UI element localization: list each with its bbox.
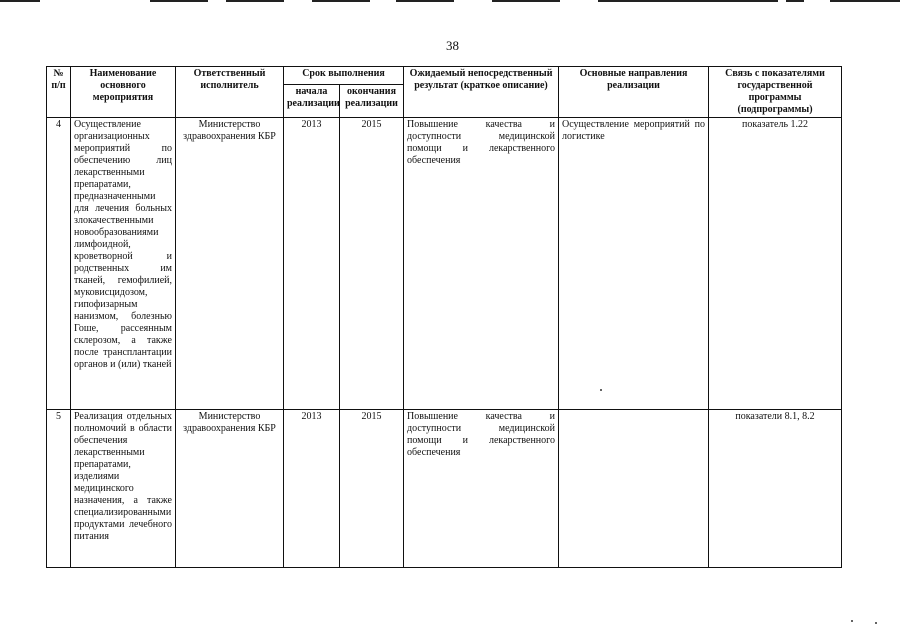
scan-speck (600, 389, 602, 391)
row-name: Осуществление организационных мероприятий по обеспечению лиц лекарственными препаратами, предназначенными для лечения больных злокачественными новообразованиями лимфоидной, кроветворной и родственных им тканей, гемофилией, муковисцидозом, гипофизарным нанизмом, болезнью Гоше, рассеянным склерозом, а также после трансплантации органов и (или) тканей (71, 118, 176, 410)
row-directions (559, 410, 709, 568)
header-end: окончания реализации (340, 85, 404, 118)
activities-table (46, 66, 842, 568)
scan-artifact-line (150, 0, 208, 2)
row-num: 5 (47, 410, 71, 568)
row-responsible: Министерство здравоохранения КБР (176, 118, 284, 410)
row-result: Повышение качества и доступности медицинской помощи и лекарственного обеспечения (404, 410, 559, 568)
header-directions: Основные направления реализации (559, 67, 709, 118)
header-term: Срок выполнения (284, 67, 404, 85)
scan-artifact-line (312, 0, 370, 2)
header-num: № п/п (47, 67, 71, 118)
row-responsible: Министерство здравоохранения КБР (176, 410, 284, 568)
header-start: начала реализации (284, 85, 340, 118)
row-directions: Осуществление мероприятий по логистике (559, 118, 709, 410)
header-name: Наименование основного мероприятия (71, 67, 176, 118)
row-end: 2015 (340, 410, 404, 568)
scan-speck (875, 622, 877, 624)
scan-speck (851, 620, 853, 622)
scan-artifact-line (492, 0, 560, 2)
header-result: Ожидаемый непосредственный результат (краткое описание) (404, 67, 559, 118)
row-num: 4 (47, 118, 71, 410)
row-end: 2015 (340, 118, 404, 410)
scan-artifact-line (396, 0, 454, 2)
scan-artifact-line (830, 0, 900, 2)
row-link: показатели 8.1, 8.2 (709, 410, 842, 568)
scan-artifact-line (786, 0, 804, 2)
table-row (47, 118, 842, 410)
page-number: 38 (446, 38, 459, 53)
header-responsible: Ответственный исполнитель (176, 67, 284, 118)
row-link: показатель 1.22 (709, 118, 842, 410)
row-start: 2013 (284, 118, 340, 410)
header-row (47, 67, 842, 85)
header-link: Связь с показателями государственной программы (подпрограммы) (709, 67, 842, 118)
row-name: Реализация отдельных полномочий в области обеспечения лекарственными препаратами, изделиями медицинского назначения, а также специализированными продуктами лечебного питания (71, 410, 176, 568)
scan-artifact-line (226, 0, 284, 2)
scan-artifact-line (598, 0, 778, 2)
row-start: 2013 (284, 410, 340, 568)
row-result: Повышение качества и доступности медицинской помощи и лекарственного обеспечения (404, 118, 559, 410)
table-row (47, 410, 842, 568)
scan-artifact-line (0, 0, 40, 2)
